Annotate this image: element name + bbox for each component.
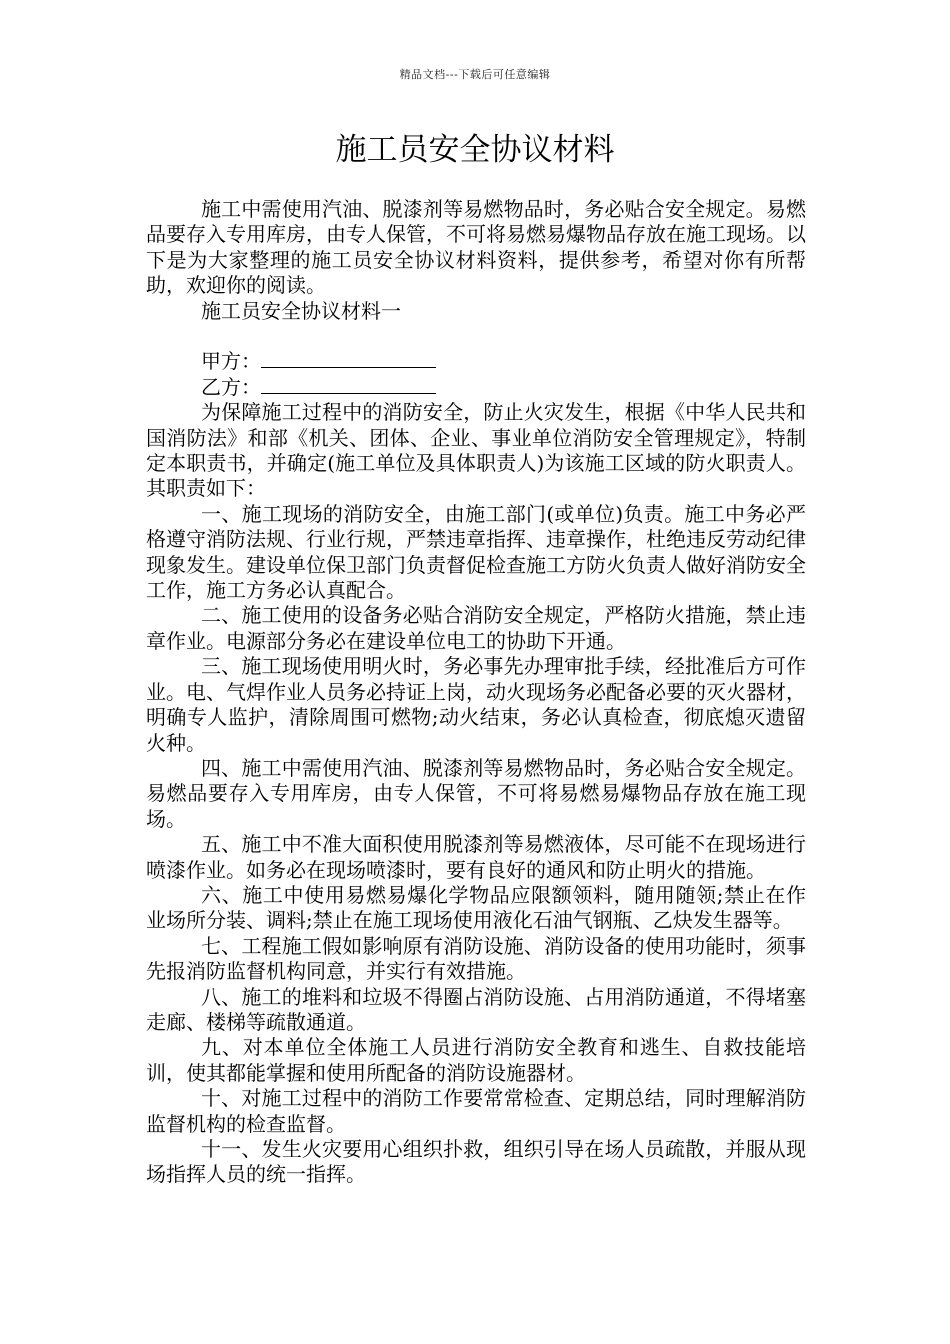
clause-paragraph: 四、施工中需使用汽油、脱漆剂等易燃物品时，务必贴合安全规定。易燃品要存入专用库房，由专人保管，不可将易燃易爆物品存放在施工现场。 bbox=[146, 755, 806, 831]
clause-paragraph: 一、施工现场的消防安全，由施工部门(或单位)负责。施工中务必严格遵守消防法规、行业行规，严禁违章指挥、违章操作，杜绝违反劳动纪律现象发生。建设单位保卫部门负责督促检查施工方防火负责人做好消防安全工作，施工方务必认真配合。 bbox=[146, 501, 806, 603]
clause-paragraph: 十、对施工过程中的消防工作要常常检查、定期总结，同时理解消防监督机构的检查监督。 bbox=[146, 1086, 806, 1136]
section-heading: 施工员安全协议材料一 bbox=[201, 298, 401, 323]
header-note: 精品文档---下载后可任意编辑 bbox=[399, 68, 551, 81]
document-title: 施工员安全协议材料 bbox=[335, 132, 615, 168]
clause-paragraph: 二、施工使用的设备务必贴合消防安全规定，严格防火措施，禁止违章作业。电源部分务必在建设单位电工的协助下开通。 bbox=[146, 603, 806, 653]
party-b-label: 乙方： bbox=[201, 374, 261, 399]
blank-line-spacer bbox=[146, 324, 806, 349]
clause-paragraph: 六、施工中使用易燃易爆化学物品应限额领料，随用随领;禁止在作业场所分装、调料;禁止在施工现场使用液化石油气钢瓶、乙炔发生器等。 bbox=[146, 882, 806, 933]
party-b-blank bbox=[261, 375, 436, 394]
clause-paragraph: 三、施工现场使用明火时，务必事先办理审批手续，经批准后方可作业。电、气焊作业人员务必持证上岗，动火现场务必配备必要的灭火器材，明确专人监护，清除周围可燃物;动火结束，务必认真检查，彻底熄灭遗留火种。 bbox=[146, 654, 806, 755]
clause-paragraph: 九、对本单位全体施工人员进行消防安全教育和逃生、自救技能培训，使其都能掌握和使用所配备的消防设施器材。 bbox=[146, 1035, 806, 1085]
party-a-label: 甲方： bbox=[201, 349, 261, 374]
clause-paragraph: 八、施工的堆料和垃圾不得圈占消防设施、占用消防通道，不得堵塞走廊、楼梯等疏散通道。 bbox=[146, 984, 806, 1034]
document-body bbox=[146, 197, 806, 1188]
party-a-line bbox=[146, 349, 806, 374]
clause-paragraph: 七、工程施工假如影响原有消防设施、消防设备的使用功能时，须事先报消防监督机构同意，并实行有效措施。 bbox=[146, 933, 806, 984]
intro-paragraph: 施工中需使用汽油、脱漆剂等易燃物品时，务必贴合安全规定。易燃品要存入专用库房，由专人保管，不可将易燃易爆物品存放在施工现场。以下是为大家整理的施工员安全协议材料资料，提供参考，希望对你有所帮助，欢迎你的阅读。 bbox=[146, 197, 806, 298]
clause-paragraph: 十一、发生火灾要用心组织扑救，组织引导在场人员疏散，并服从现场指挥人员的统一指挥。 bbox=[146, 1137, 806, 1187]
clause-paragraph: 五、施工中不准大面积使用脱漆剂等易燃液体，尽可能不在现场进行喷漆作业。如务必在现场喷漆时，要有良好的通风和防止明火的措施。 bbox=[146, 832, 806, 882]
party-a-blank bbox=[261, 349, 436, 368]
preamble-paragraph: 为保障施工过程中的消防安全，防止火灾发生，根据《中华人民共和国消防法》和部《机关、团体、企业、事业单位消防安全管理规定》，特制定本职责书，并确定(施工单位及具体职责人)为该施工区域的防火职责人。其职责如下： bbox=[146, 400, 806, 501]
party-b-line bbox=[146, 375, 806, 400]
